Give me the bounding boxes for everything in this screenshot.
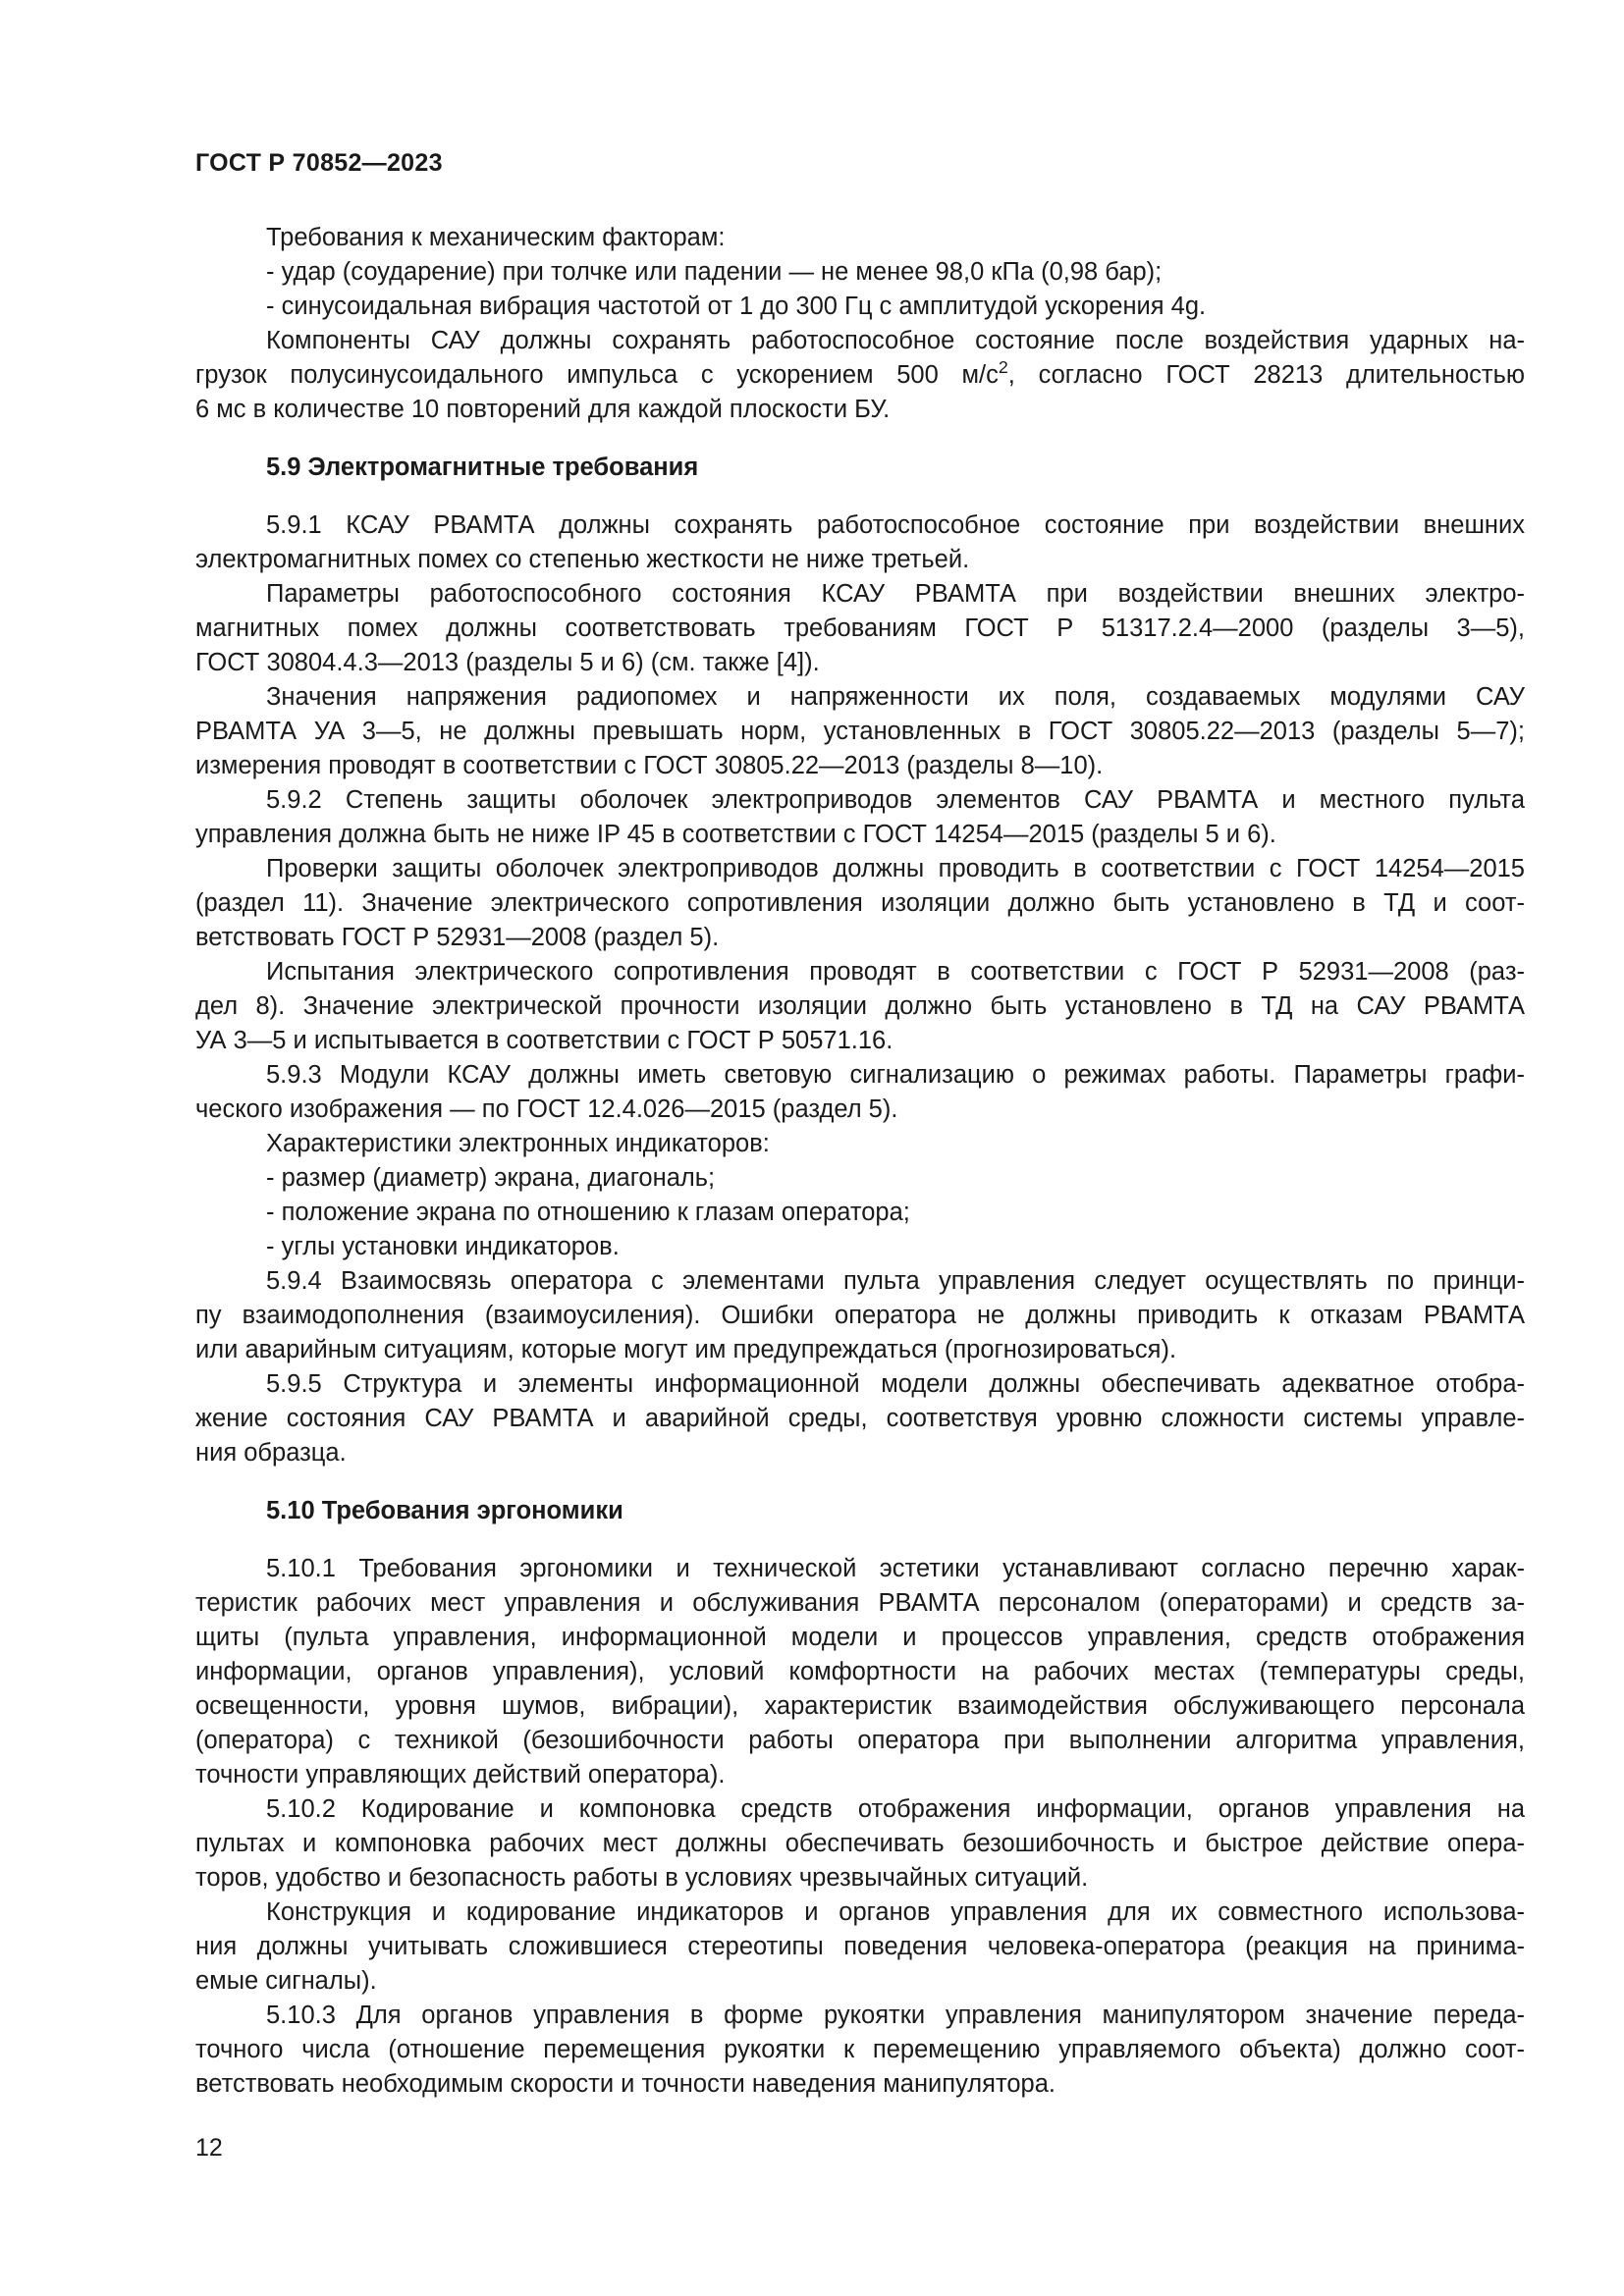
text-line: или аварийным ситуациям, которые могут им предупреждаться (прогнозироваться). [195,1336,1177,1363]
text-line: освещенности, уровня шумов, вибрации), характеристик взаимодействия обслуживающего персонала [195,1692,1525,1720]
section-heading-5-10: 5.10 Требования эргономики [266,1497,623,1524]
text-line: Характеристики электронных индикаторов: [266,1130,770,1157]
document-header: ГОСТ Р 70852—2023 [195,149,443,177]
text-line: управления должна быть не ниже IP 45 в соответствии с ГОСТ 14254—2015 (разделы 5 и 6). [195,821,1276,848]
text-line: Конструкция и кодирование индикаторов и органов управления для их совместного использова- [266,1898,1525,1926]
text-line: 5.9.4 Взаимосвязь оператора с элементами пульта управления следует осуществлять по принци- [266,1267,1525,1295]
list-item: - размер (диаметр) экрана, диагональ; [266,1164,716,1192]
list-item: - углы установки индикаторов. [266,1233,620,1260]
text-line: 6 мс в количестве 10 повторений для каждой плоскости БУ. [195,396,891,423]
text-line [195,358,1525,393]
text-line: ния должны учитывать сложившиеся стереотипы поведения человека-оператора (реакция на принима- [195,1933,1525,1960]
text-line: информации, органов управления), условий комфортности на рабочих местах (температуры среды, [195,1658,1525,1685]
text-line: УА 3—5 и испытывается в соответствии с ГОСТ Р 50571.16. [195,1027,893,1054]
text-line: 5.9.2 Степень защиты оболочек электроприводов элементов САУ РВАМТА и местного пульта [266,786,1525,814]
text-line: Испытания электрического сопротивления проводят в соответствии с ГОСТ Р 52931—2008 (раз- [266,958,1525,986]
text-line: щиты (пульта управления, информационной модели и процессов управления, средств отображения [195,1624,1525,1651]
text-line: пу взаимодополнения (взаимоусиления). Ошибки оператора не должны приводить к отказам РВАМТА [195,1302,1525,1329]
text-line: дел 8). Значение электрической прочности изоляции должно быть установлено в ТД на САУ РВАМТА [195,992,1525,1020]
text-line: 5.10.3 Для органов управления в форме рукоятки управления манипулятором значение переда- [266,2002,1525,2029]
section-heading-5-9: 5.9 Электромагнитные требования [266,454,699,481]
text-line: ния образца. [195,1439,347,1467]
text-line: электромагнитных помех со степенью жесткости не ниже третьей. [195,546,970,573]
text-line: жение состояния САУ РВАМТА и аварийной среды, соответствуя уровню сложности системы управле- [195,1405,1525,1432]
list-item: - синусоидальная вибрация частотой от 1 до 300 Гц с амплитудой ускорения 4g. [266,293,1207,320]
text-line: магнитных помех должны соответствовать требованиям ГОСТ Р 51317.2.4—2000 (разделы 3—5), [195,614,1525,642]
text-line: 5.9.3 Модули КСАУ должны иметь световую сигнализацию о режимах работы. Параметры графи- [266,1061,1525,1089]
document-body [195,221,1525,2102]
superscript: 2 [998,358,1008,378]
text-line: теристик рабочих мест управления и обслуживания РВАМТА персоналом (операторами) и средств за- [195,1589,1525,1617]
text-line: ГОСТ 30804.4.3—2013 (разделы 5 и 6) (см. также [4]). [195,649,820,676]
text-line: пультах и компоновка рабочих мест должны обеспечивать безошибочность и быстрое действие опера- [195,1830,1525,1857]
text-line: РВАМТА УА 3—5, не должны превышать норм, установленных в ГОСТ 30805.22—2013 (разделы 5—7); [195,718,1525,745]
text-line: (оператора) с техникой (безошибочности работы оператора при выполнении алгоритма управления, [195,1727,1525,1754]
text-line: (раздел 11). Значение электрического сопротивления изоляции должно быть установлено в ТД и соот- [195,889,1525,917]
text-fragment: грузок полусинусоидального импульса с ускорением 500 м/с [195,361,999,389]
list-item: - положение экрана по отношению к глазам оператора; [266,1199,910,1226]
text-line: измерения проводят в соответствии с ГОСТ 30805.22—2013 (разделы 8—10). [195,752,1104,779]
text-line: Требования к механическим факторам: [266,224,726,251]
text-line: 5.10.2 Кодирование и компоновка средств отображения информации, органов управления на [266,1795,1525,1823]
text-line: ческого изображения — по ГОСТ 12.4.026—2015 (раздел 5). [195,1095,898,1123]
text-line: Значения напряжения радиопомех и напряженности их поля, создаваемых модулями САУ [266,683,1525,711]
text-line: Компоненты САУ должны сохранять работоспособное состояние после воздействия ударных на- [266,327,1525,354]
text-line: точного числа (отношение перемещения рукоятки к перемещению управляемого объекта) должно соот- [195,2036,1525,2063]
text-line: 5.9.5 Структура и элементы информационной модели должны обеспечивать адекватное отобра- [266,1370,1525,1398]
text-line: Проверки защиты оболочек электроприводов должны проводить в соответствии с ГОСТ 14254—2015 [266,855,1525,882]
page-number: 12 [195,2134,223,2162]
text-line: точности управляющих действий оператора). [195,1761,726,1789]
text-line: торов, удобство и безопасность работы в условиях чрезвычайных ситуаций. [195,1864,1089,1892]
text-line: ветствовать ГОСТ Р 52931—2008 (раздел 5). [195,924,720,951]
text-fragment: , согласно ГОСТ 28213 длительностью [1007,361,1525,389]
text-line: емые сигналы). [195,1967,377,1995]
text-line: Параметры работоспособного состояния КСАУ РВАМТА при воздействии внешних электро- [266,580,1525,608]
list-item: - удар (соударение) при толчке или падении — не менее 98,0 кПа (0,98 бар); [266,258,1163,286]
text-line: 5.9.1 КСАУ РВАМТА должны сохранять работоспособное состояние при воздействии внешних [266,511,1525,539]
text-line: ветствовать необходимым скорости и точности наведения манипулятора. [195,2070,1056,2098]
text-line: 5.10.1 Требования эргономики и технической эстетики устанавливают согласно перечню харак- [266,1555,1525,1582]
